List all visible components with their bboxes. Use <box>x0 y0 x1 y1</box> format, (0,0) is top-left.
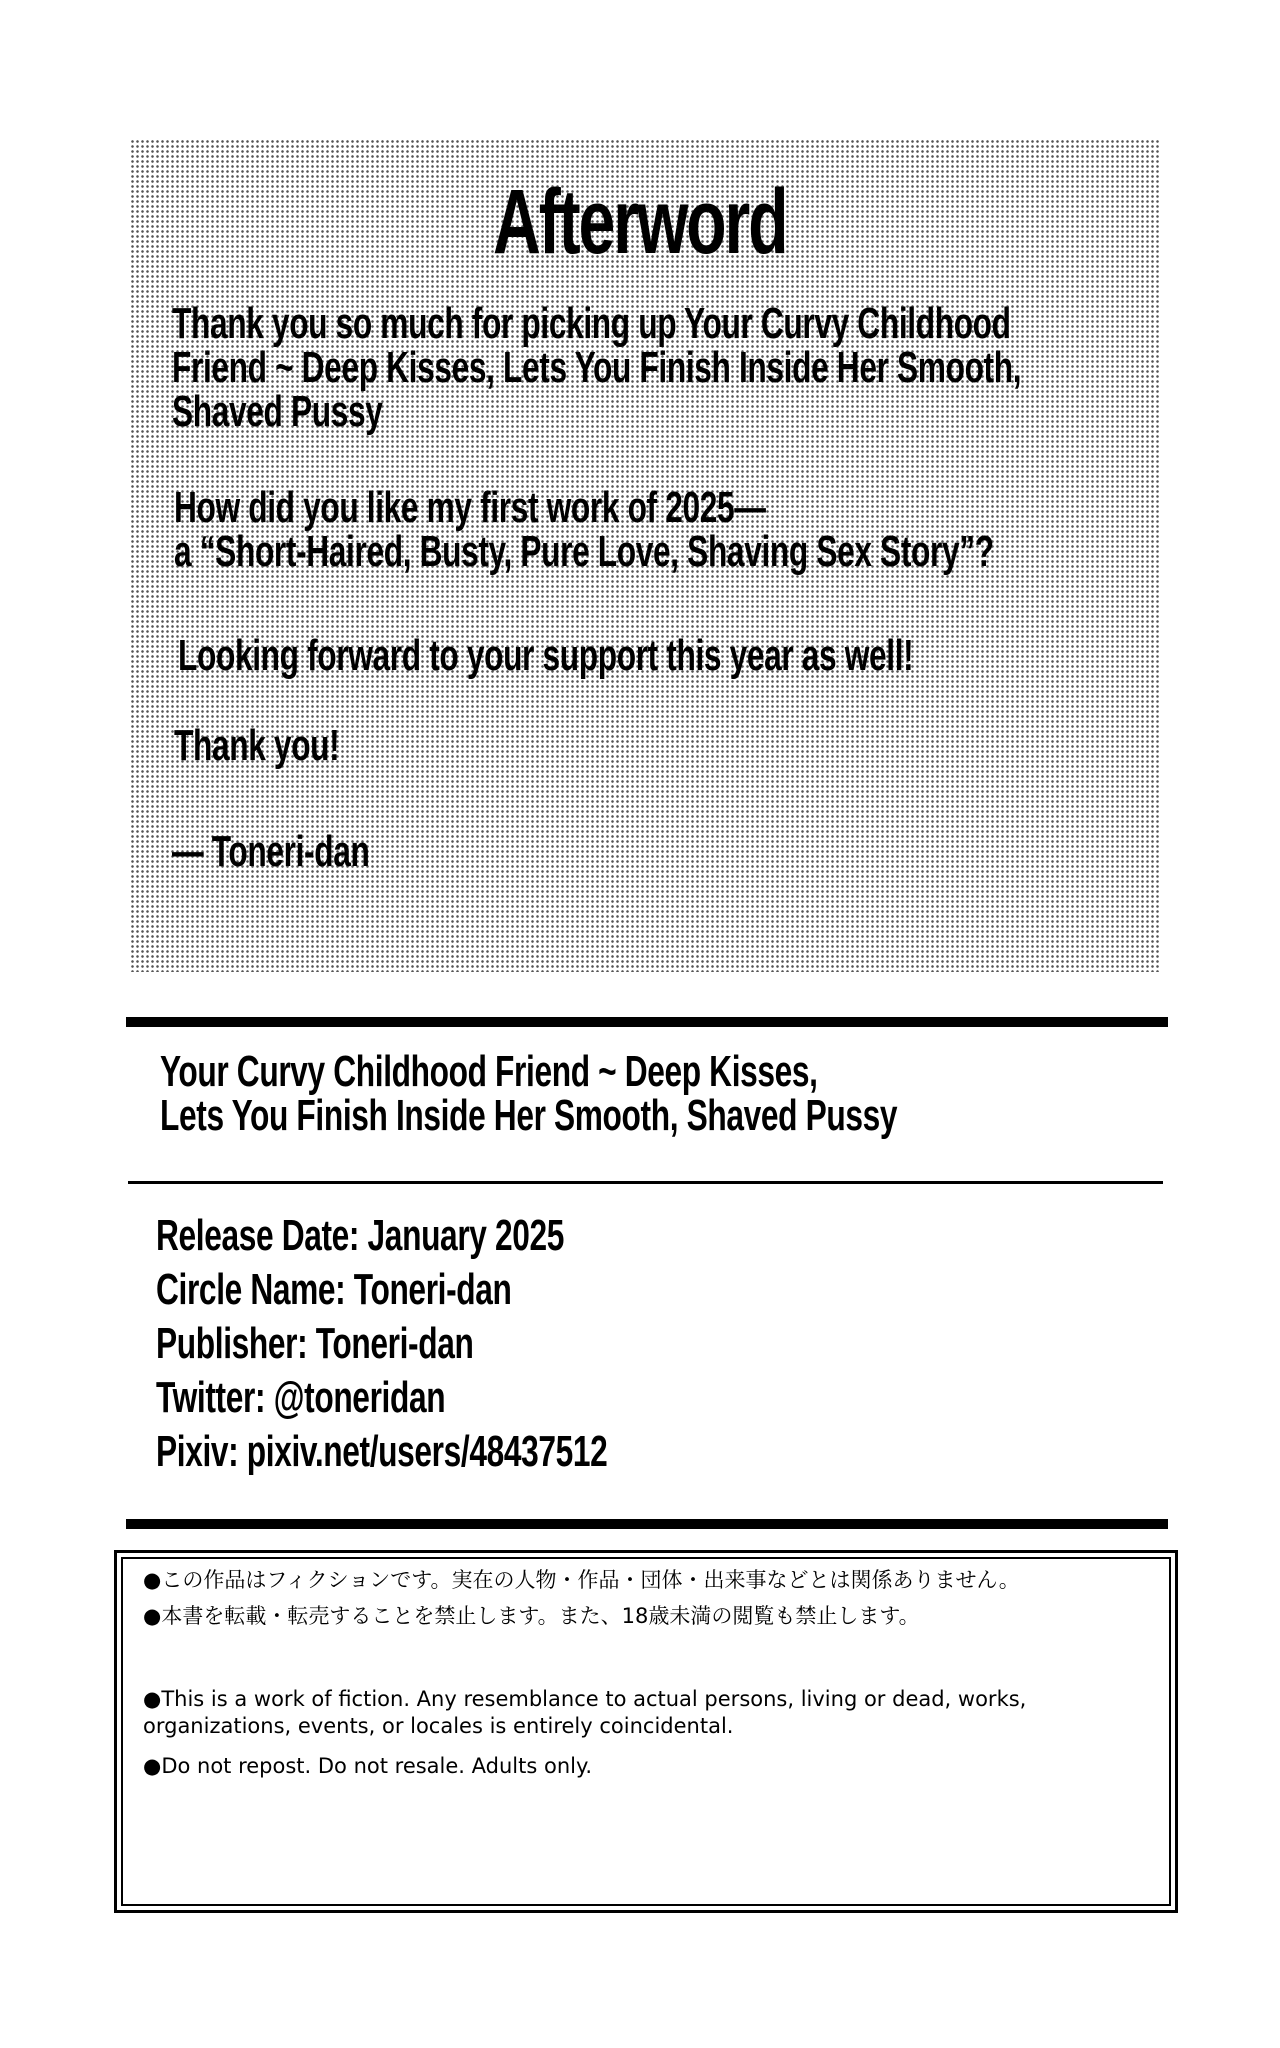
disclaimer-en-3: ●Do not repost. Do not resale. Adults only. <box>143 1754 593 1778</box>
disclaimer-en-1: ●This is a work of fiction. Any resemblance to actual persons, living or dead, works, <box>143 1687 1027 1711</box>
circle-name: Circle Name: Toneri-dan <box>156 1265 512 1314</box>
afterword-signature: — Toneri-dan <box>172 827 370 876</box>
afterword-para1-line2: Friend ~ Deep Kisses, Lets You Finish Inside Her Smooth, <box>172 343 1022 392</box>
disclaimer-en-2: organizations, events, or locales is entirely coincidental. <box>143 1714 734 1738</box>
colophon-title-line2: Lets You Finish Inside Her Smooth, Shaved Pussy <box>160 1091 898 1140</box>
pixiv-url: Pixiv: pixiv.net/users/48437512 <box>156 1427 608 1476</box>
thick-divider <box>126 1017 1168 1027</box>
thin-divider <box>128 1181 1163 1184</box>
publisher: Publisher: Toneri-dan <box>156 1319 474 1368</box>
release-date: Release Date: January 2025 <box>156 1211 565 1260</box>
thick-divider-bottom <box>126 1519 1168 1529</box>
disclaimer-jp-1: ●この作品はフィクションです。実在の人物・作品・団体・出来事などとは関係ありません。 <box>143 1568 1020 1592</box>
afterword-para2-line1: How did you like my first work of 2025— <box>174 483 766 532</box>
afterword-title: Afterword <box>493 171 787 273</box>
afterword-para3: Looking forward to your support this year as well! <box>178 631 914 680</box>
disclaimer-jp-2: ●本書を転載・転売することを禁止します。また、18歳未満の閲覧も禁止します。 <box>143 1604 920 1628</box>
afterword-para2-line2: a “Short-Haired, Busty, Pure Love, Shaving Sex Story”? <box>174 527 994 576</box>
twitter-handle: Twitter: @toneridan <box>156 1373 446 1422</box>
colophon-title-line1: Your Curvy Childhood Friend ~ Deep Kisses, <box>160 1047 818 1096</box>
afterword-para1-line1: Thank you so much for picking up Your Curvy Childhood <box>172 299 1011 348</box>
afterword-para1-line3: Shaved Pussy <box>172 387 383 436</box>
afterword-thanks: Thank you! <box>174 721 340 770</box>
